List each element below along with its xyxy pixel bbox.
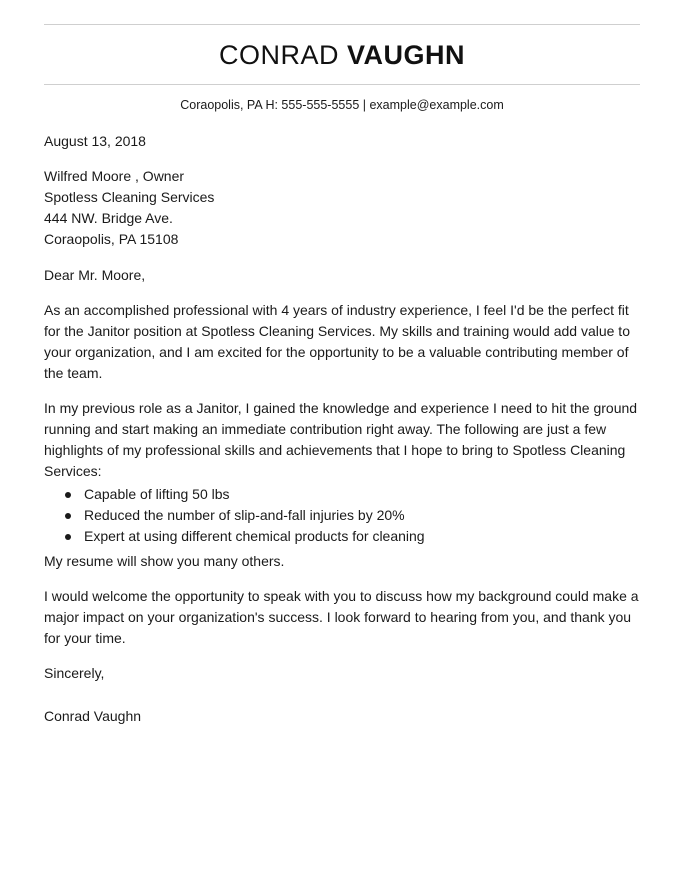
- recipient-block: [44, 166, 642, 250]
- letter-body: [44, 131, 642, 727]
- highlights-list: [44, 484, 642, 547]
- bullet-icon: [65, 534, 71, 540]
- applicant-last-name: VAUGHN: [347, 40, 466, 70]
- paragraph-experience: In my previous role as a Janitor, I gained the knowledge and experience I need to hit the ground running and start making an immediate contribution right away. The following are just a few highlights of my professional skills and achievements that I hope to bring to Spotless Cleaning Services:: [44, 400, 638, 479]
- signature-name: Conrad Vaughn: [44, 708, 142, 724]
- letter-date: August 13, 2018: [44, 133, 146, 149]
- highlight-text: Expert at using different chemical products for cleaning: [84, 528, 425, 544]
- salutation: Dear Mr. Moore,: [44, 267, 146, 283]
- header-bottom-divider: [44, 84, 640, 85]
- paragraph-intro: As an accomplished professional with 4 years of industry experience, I feel I'd be the perfect fit for the Janitor position at Spotless Cleaning Services. My skills and training would add value to your organization, and I am excited for the opportunity to be a valuable contributing member of the team.: [44, 302, 630, 381]
- list-item: [84, 505, 642, 526]
- applicant-name: [44, 38, 640, 72]
- paragraph-closing: I would welcome the opportunity to speak with you to discuss how my background could make a major impact on your organization's success. I look forward to hearing from you, and thank you for your time.: [44, 588, 639, 646]
- bullet-icon: [65, 513, 71, 519]
- bullet-icon: [65, 492, 71, 498]
- closing-phrase: Sincerely,: [44, 665, 105, 681]
- recipient-city: Coraopolis, PA 15108: [44, 231, 179, 247]
- recipient-company: Spotless Cleaning Services: [44, 189, 215, 205]
- header-top-divider: [44, 24, 640, 25]
- applicant-first-name: CONRAD: [218, 40, 339, 70]
- recipient-street: 444 NW. Bridge Ave.: [44, 210, 173, 226]
- list-item: [84, 526, 642, 547]
- paragraph-resume: My resume will show you many others.: [44, 553, 285, 569]
- contact-info: Coraopolis, PA H: 555-555-5555 | example@example.com: [180, 98, 504, 112]
- list-item: [84, 484, 642, 505]
- recipient-name: Wilfred Moore , Owner: [44, 168, 185, 184]
- highlight-text: Capable of lifting 50 lbs: [84, 486, 230, 502]
- highlight-text: Reduced the number of slip-and-fall injuries by 20%: [84, 507, 405, 523]
